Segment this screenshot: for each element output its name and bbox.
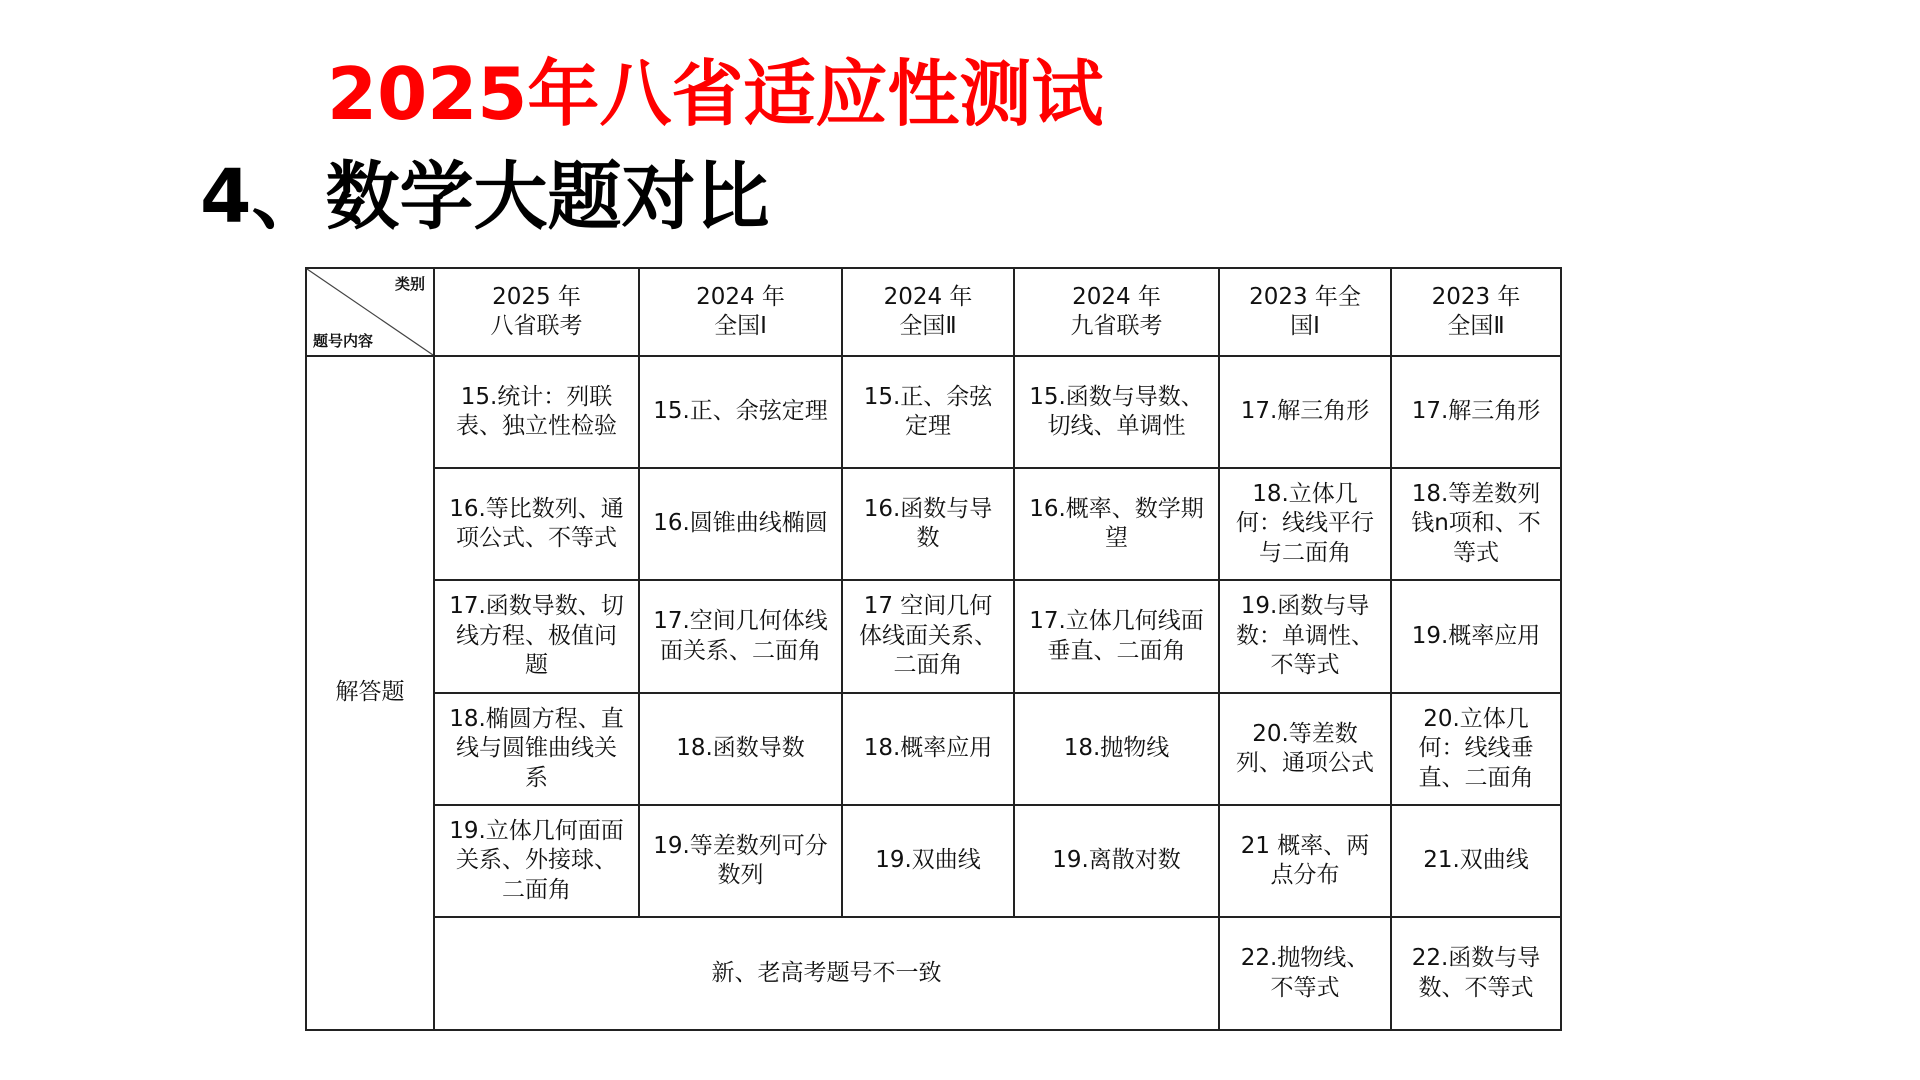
table-cell: 20.等差数列、通项公式	[1219, 693, 1391, 805]
table-cell: 17.函数导数、切线方程、极值问题	[434, 580, 639, 693]
table-cell: 15.正、余弦定理	[842, 356, 1014, 468]
corner-category-label: 类别	[394, 275, 425, 293]
table-row	[306, 580, 1561, 693]
table-cell: 21 概率、两点分布	[1219, 805, 1391, 917]
header-2023-national-1	[1219, 268, 1391, 356]
table-cell: 17.立体几何线面垂直、二面角	[1014, 580, 1219, 693]
table-cell: 19.概率应用	[1391, 580, 1561, 693]
header-row	[306, 268, 1561, 356]
table-cell: 16.函数与导数	[842, 468, 1014, 580]
header-line: 八省联考	[490, 313, 583, 339]
table-row	[306, 917, 1561, 1030]
merged-note-cell: 新、老高考题号不一致	[434, 917, 1219, 1030]
row-label-answer-questions: 解答题	[306, 356, 434, 1030]
header-line: 全国Ⅱ	[899, 313, 957, 339]
header-2024-national-2	[842, 268, 1014, 356]
table-cell: 19.离散对数	[1014, 805, 1219, 917]
table-cell: 15.函数与导数、切线、单调性	[1014, 356, 1219, 468]
table-cell: 21.双曲线	[1391, 805, 1561, 917]
corner-header-cell	[306, 268, 434, 356]
header-2024-national-1	[639, 268, 842, 356]
header-2025-eight-provinces	[434, 268, 639, 356]
header-2024-nine-provinces	[1014, 268, 1219, 356]
slide-title: 2025年八省适应性测试	[327, 52, 1104, 136]
header-line: 2023 年	[1431, 283, 1521, 310]
corner-question-label: 题号内容	[313, 331, 374, 350]
header-line: 国Ⅰ	[1290, 313, 1320, 339]
table-cell: 22.抛物线、不等式	[1219, 917, 1391, 1030]
table-cell: 17 空间几何体线面关系、二面角	[842, 580, 1014, 693]
table-row	[306, 805, 1561, 917]
table-cell: 15.正、余弦定理	[639, 356, 842, 468]
table-cell: 19.等差数列可分数列	[639, 805, 842, 917]
header-line: 九省联考	[1070, 313, 1163, 339]
table-cell: 15.统计：列联表、独立性检验	[434, 356, 639, 468]
table-cell: 18.等差数列钱n项和、不等式	[1391, 468, 1561, 580]
table-row	[306, 468, 1561, 580]
table-cell: 22.函数与导数、不等式	[1391, 917, 1561, 1030]
slide-subtitle: 4、数学大题对比	[200, 154, 770, 240]
table-cell: 19.立体几何面面关系、外接球、二面角	[434, 805, 639, 917]
header-line: 2024 年	[696, 283, 785, 310]
header-line: 2023 年全	[1249, 283, 1361, 310]
table-row	[306, 356, 1561, 468]
table-cell: 19.函数与导数：单调性、不等式	[1219, 580, 1391, 693]
table-cell: 17.解三角形	[1391, 356, 1561, 468]
header-line: 2024 年	[1072, 283, 1161, 310]
table-cell: 18.立体几何：线线平行与二面角	[1219, 468, 1391, 580]
table-cell: 16.圆锥曲线椭圆	[639, 468, 842, 580]
table-cell: 20.立体几何：线线垂直、二面角	[1391, 693, 1561, 805]
table-cell: 18.椭圆方程、直线与圆锥曲线关系	[434, 693, 639, 805]
header-line: 2025 年	[492, 283, 581, 310]
table-cell: 16.等比数列、通项公式、不等式	[434, 468, 639, 580]
table-cell: 17.空间几何体线面关系、二面角	[639, 580, 842, 693]
header-line: 全国Ⅱ	[1447, 313, 1505, 339]
table-cell: 18.函数导数	[639, 693, 842, 805]
table-cell: 18.抛物线	[1014, 693, 1219, 805]
table-cell: 19.双曲线	[842, 805, 1014, 917]
header-line: 2024 年	[883, 283, 973, 310]
header-line: 全国Ⅰ	[714, 313, 767, 339]
table-cell: 17.解三角形	[1219, 356, 1391, 468]
table-cell: 18.概率应用	[842, 693, 1014, 805]
header-2023-national-2	[1391, 268, 1561, 356]
table-row	[306, 693, 1561, 805]
comparison-table	[305, 267, 1562, 1031]
table-cell: 16.概率、数学期望	[1014, 468, 1219, 580]
